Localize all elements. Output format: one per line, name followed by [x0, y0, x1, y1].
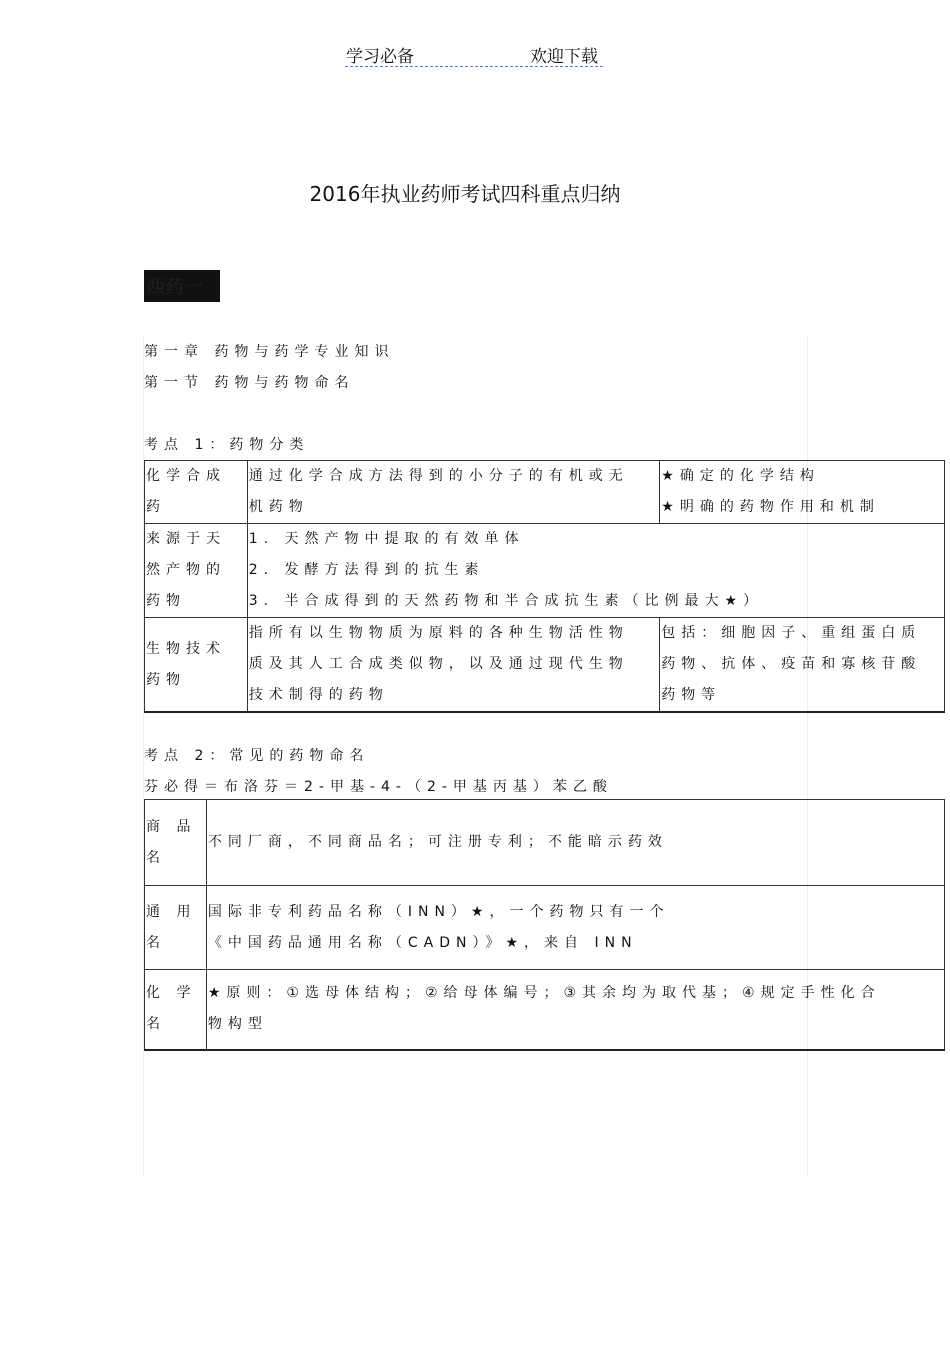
drug-naming-table [144, 799, 945, 1051]
row-note [660, 618, 945, 713]
label-line: 商 品 [146, 818, 197, 835]
row-description [206, 800, 944, 886]
point2-example: 芬必得＝布洛芬＝2-甲基-4-（2-甲基丙基）苯乙酸 [144, 779, 613, 795]
row-label [145, 886, 207, 970]
desc-line: 技术制得的药物 [248, 687, 389, 703]
point1-heading: 考点 1：药物分类 [144, 437, 310, 453]
label-line: 来源于天 [146, 531, 226, 547]
chapter-heading: 第一章 药物与药学专业知识 [144, 344, 395, 360]
point2-heading: 考点 2：常见的药物命名 [144, 748, 370, 764]
table-row [145, 970, 945, 1050]
label-line: 药 [146, 499, 166, 515]
table-row [145, 800, 945, 886]
document-title: 2016年执业药师考试四科重点归纳 [309, 182, 621, 206]
desc-line: 不同厂商，不同商品名；可注册专利；不能暗示药效 [207, 834, 668, 850]
label-line: 名 [146, 934, 166, 951]
table-row [145, 461, 945, 524]
row-label [145, 800, 207, 886]
section-badge: 西药一 [144, 270, 220, 302]
table-row [145, 618, 945, 713]
desc-line: 指所有以生物物质为原料的各种生物活性物 [248, 625, 629, 641]
label-line: 化 学 [146, 985, 197, 1002]
label-line: 药物 [146, 593, 186, 609]
label-line: 名 [146, 1016, 166, 1033]
label-line: 然产物的 [146, 562, 226, 578]
label-line: 化学合成 [146, 468, 226, 484]
note-line: ★明确的药物作用和机制 [661, 499, 880, 515]
note-line: 药物、抗体、疫苗和寡核苷酸 [661, 656, 922, 672]
desc-line: 2. 发酵方法得到的抗生素 [248, 562, 485, 578]
table-row [145, 886, 945, 970]
label-line: 名 [146, 849, 166, 866]
row-label [145, 970, 207, 1050]
desc-line: 质及其人工合成类似物，以及通过现代生物 [248, 656, 629, 672]
desc-line: 通过化学合成方法得到的小分子的有机或无 [248, 468, 629, 484]
drug-classification-table [144, 460, 945, 713]
note-line: 包括：细胞因子、重组蛋白质 [661, 625, 922, 641]
note-line: ★确定的化学结构 [661, 468, 820, 484]
desc-line: 国际非专利药品名称（INN）★，一个药物只有一个 [207, 903, 670, 920]
row-description [247, 524, 944, 618]
row-label [145, 618, 248, 713]
row-description [247, 618, 660, 713]
row-description [206, 970, 944, 1050]
desc-line: 1. 天然产物中提取的有效单体 [248, 531, 525, 547]
desc-line: 机药物 [248, 499, 309, 515]
desc-line: 《中国药品通用名称（CADN）》★，来自 INN [207, 934, 638, 951]
desc-line: 物构型 [207, 1016, 268, 1033]
header-right-text: 欢迎下载 [530, 47, 598, 67]
table-row [145, 524, 945, 618]
desc-line: 3. 半合成得到的天然药物和半合成抗生素（比例最大★） [248, 593, 764, 609]
desc-line: ★原则：①选母体结构；②给母体编号；③其余均为取代基；④规定手性化合 [207, 985, 881, 1002]
section-heading: 第一节 药物与药物命名 [144, 375, 355, 391]
label-line: 通 用 [146, 903, 197, 920]
row-description [247, 461, 660, 524]
label-line: 生物技术 [146, 640, 226, 657]
row-label [145, 524, 248, 618]
row-note [660, 461, 945, 524]
label-line: 药物 [146, 671, 186, 688]
row-description [206, 886, 944, 970]
note-line: 药物等 [661, 687, 722, 703]
header-left-text: 学习必备 [346, 47, 414, 67]
row-label [145, 461, 248, 524]
